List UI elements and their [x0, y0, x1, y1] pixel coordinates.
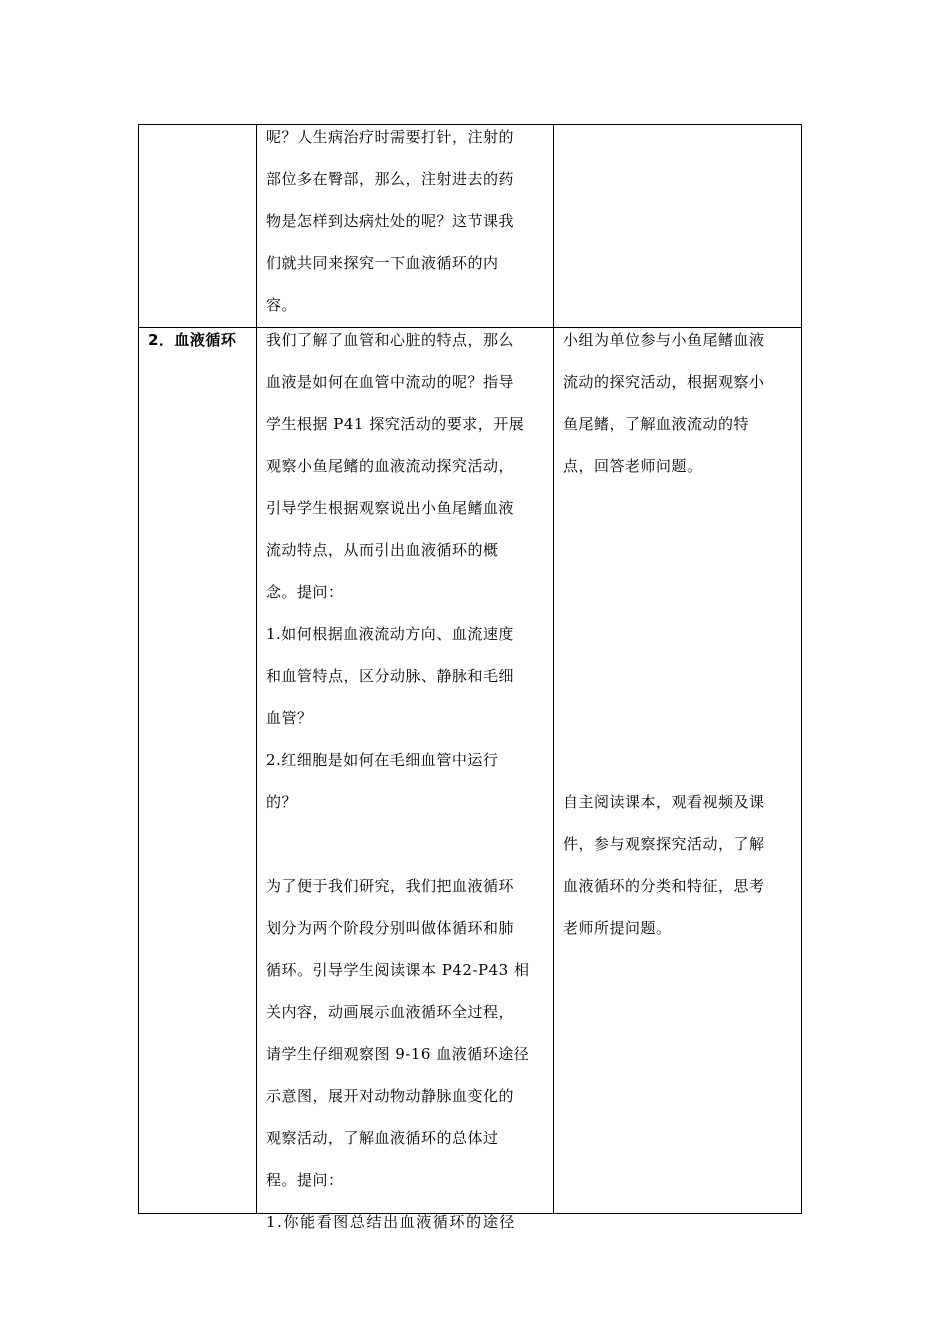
text-line: 循环。引导学生阅读课本 P42-P43 相 — [266, 961, 530, 979]
text-line: 请学生仔细观察图 9-16 血液循环途径 — [266, 1045, 530, 1063]
text-line: 观察活动，了解血液循环的总体过 — [266, 1129, 499, 1147]
text-line: 示意图，展开对动物动静脉血变化的 — [266, 1087, 515, 1105]
text-line: 鱼尾鳍，了解血液流动的特 — [563, 415, 750, 433]
text-line: 们就共同来探究一下血液循环的内 — [266, 254, 499, 272]
row2-teacher-activity — [266, 319, 548, 1243]
text-line: 点，回答老师问题。 — [563, 457, 703, 475]
text-line: 1.你能看图总结出血液循环的途径 — [266, 1213, 516, 1231]
text-line: 1.如何根据血液流动方向、血流速度 — [266, 625, 514, 643]
text-line: 念。提问： — [266, 583, 344, 601]
text-line: 血管？ — [266, 709, 313, 727]
text-line: 观察小鱼尾鳍的血液流动探究活动， — [266, 457, 515, 475]
row1-teacher-activity — [266, 116, 546, 326]
text-line: 老师所提问题。 — [563, 919, 672, 937]
text-line: 引导学生根据观察说出小鱼尾鳍血液 — [266, 499, 515, 517]
text-line: 2.红细胞是如何在毛细血管中运行 — [266, 751, 499, 769]
table-column-divider-1 — [256, 124, 257, 1214]
table-column-divider-2 — [553, 124, 554, 1214]
text-line: 和血管特点，区分动脉、静脉和毛细 — [266, 667, 515, 685]
section-heading: 2．血液循环 — [148, 331, 237, 349]
text-line: 关内容，动画展示血液循环全过程， — [266, 1003, 515, 1021]
blank-line — [266, 823, 548, 865]
text-line: 呢？人生病治疗时需要打针，注射的 — [266, 128, 515, 146]
row2-student-activity-2 — [563, 781, 795, 949]
text-line: 自主阅读课本，观看视频及课 — [563, 793, 765, 811]
text-line: 物是怎样到达病灶处的呢？这节课我 — [266, 212, 515, 230]
text-line: 流动的探究活动，根据观察小 — [563, 373, 765, 391]
text-line: 容。 — [266, 296, 298, 314]
row2-student-activity-1 — [563, 319, 795, 487]
text-line: 程。提问： — [266, 1171, 344, 1189]
text-line: 件，参与观察探究活动，了解 — [563, 835, 765, 853]
text-line: 血液循环的分类和特征，思考 — [563, 877, 765, 895]
text-line: 部位多在臀部，那么，注射进去的药 — [266, 170, 515, 188]
text-line: 划分为两个阶段分别叫做体循环和肺 — [266, 919, 515, 937]
text-line: 我们了解了血管和心脏的特点，那么 — [266, 331, 515, 349]
text-line: 为了便于我们研究，我们把血液循环 — [266, 877, 515, 895]
text-line: 学生根据 P41 探究活动的要求，开展 — [266, 415, 525, 433]
text-line: 的？ — [266, 793, 298, 811]
text-line: 小组为单位参与小鱼尾鳍血液 — [563, 331, 765, 349]
text-line: 流动特点，从而引出血液循环的概 — [266, 541, 499, 559]
text-line: 血液是如何在血管中流动的呢？指导 — [266, 373, 515, 391]
